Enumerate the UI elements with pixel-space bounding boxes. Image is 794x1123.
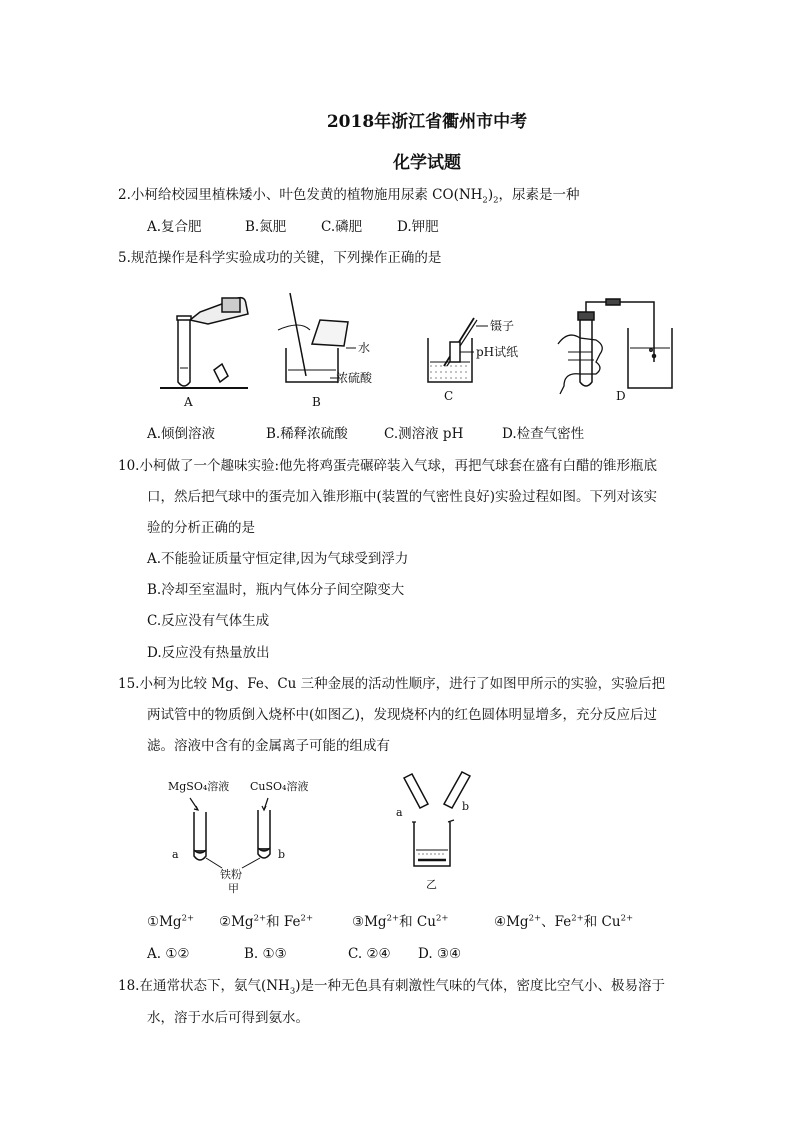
figure-jia-caption: 甲 [228,882,239,895]
q15-choice-d: D. ③④ [418,946,462,962]
q15-ion-option-4: $④Mg^{2+}$、$Fe^{2+}$和 $Cu^{2+}$ [494,913,634,930]
figure-yi-a-label: a [396,806,403,819]
q10-option-b: B.冷却至室温时，瓶内气体分子间空隙变大 [147,582,405,598]
q10-stem-line3: 验的分析正确的是 [147,520,255,536]
figure-b-water-label: 水 [358,341,371,355]
q18-stem-line2: 水，溶于水后可得到氨水。 [147,1010,309,1026]
figure-b-label: B [312,395,321,409]
q15-choice-c: C. ②④ [348,946,391,962]
page-subtitle: 化学试题 [393,153,461,173]
q5-option-a: A.倾倒溶液 [147,426,216,442]
figure-c-label: C [444,389,454,403]
q10-option-d: D.反应没有热量放出 [147,645,270,661]
q5-option-d: D.检查气密性 [502,426,585,442]
q5-option-b: B.稀释浓硫酸 [266,426,348,442]
q2-stem: 2.小柯给校园里植株矮小、叶色发黄的植物施用尿素 $CO(NH_2)_2$，尿素是一种 [118,187,580,206]
q10-stem-line2: 口，然后把气球中的蛋壳加入锥形瓶中(装置的气密性良好)实验过程如图。下列对该实 [147,489,658,505]
figure-a-pouring [160,298,248,388]
q5-stem: 5.规范操作是科学实验成功的关键，下列操作正确的是 [118,250,442,266]
figure-jia-iron-label: 铁粉 [220,868,242,881]
figure-c-tweezers-label: 镊子 [490,319,515,333]
page-title: 2018年浙江省衢州市中考 [326,112,528,132]
q15-ion-option-2: $②Mg^{2+}$和 $Fe^{2+}$ [219,913,314,930]
q15-stem-line2: 两试管中的物质倒入烧杯中(如图乙)，发现烧杯内的红色圆体明显增多，充分反应后过 [147,707,658,723]
figure-d-label: D [616,389,626,403]
figure-jia-cuso4-label: CuSO₄溶液 [250,780,309,793]
q2-option-a: A.复合肥 [147,219,202,235]
q15-ion-option-1: $①Mg^{2+}$ [147,913,195,930]
figure-jia-b-label: b [278,848,286,861]
q15-choice-b: B. ①③ [244,946,287,962]
q5-option-c: C.测溶液 pH [384,426,464,442]
q15-experiment-figure [150,770,490,900]
q2-option-c: C.磷肥 [321,219,363,235]
q10-option-a: A.不能验证质量守恒定律,因为气球受到浮力 [147,551,409,567]
q15-stem-line1: 15.小柯为比较 Mg、Fe、Cu 三种金展的活动性顺序，进行了如图甲所示的实验，实验后把 [118,676,666,692]
q5-apparatus-figure [160,290,680,415]
q15-stem-line3: 滤。溶液中含有的金属离子可能的组成有 [147,738,390,754]
figure-jia-test-tubes [190,798,270,868]
q15-ion-option-3: $③Mg^{2+}$和 $Cu^{2+}$ [352,913,449,930]
q10-option-c: C.反应没有气体生成 [147,613,270,629]
figure-b-acid-label: 浓硫酸 [336,371,373,385]
q2-option-b: B.氮肥 [245,219,287,235]
q10-stem-line1: 10.小柯做了一个趣味实验:他先将鸡蛋壳碾碎装入气球，再把气球套在盛有白醋的锥形瓶底 [118,458,658,474]
figure-yi-beaker [404,772,470,866]
figure-yi-b-label: b [462,800,470,813]
figure-yi-caption: 乙 [426,878,437,891]
figure-a-label: A [184,395,193,409]
figure-jia-mgso4-label: MgSO₄溶液 [168,780,230,793]
q2-option-d: D.钾肥 [397,219,439,235]
q18-stem-line1: 18.在通常状态下，氨气$(NH_3)$是一种无色具有刺激性气味的气体，密度比空气小、极易溶于 [118,978,666,997]
q15-choice-a: A. ①② [147,946,190,962]
figure-b-diluting [278,293,356,382]
figure-jia-a-label: a [172,848,179,861]
figure-c-ph-label: pH试纸 [476,345,519,359]
figure-d-airtightness [558,299,672,394]
